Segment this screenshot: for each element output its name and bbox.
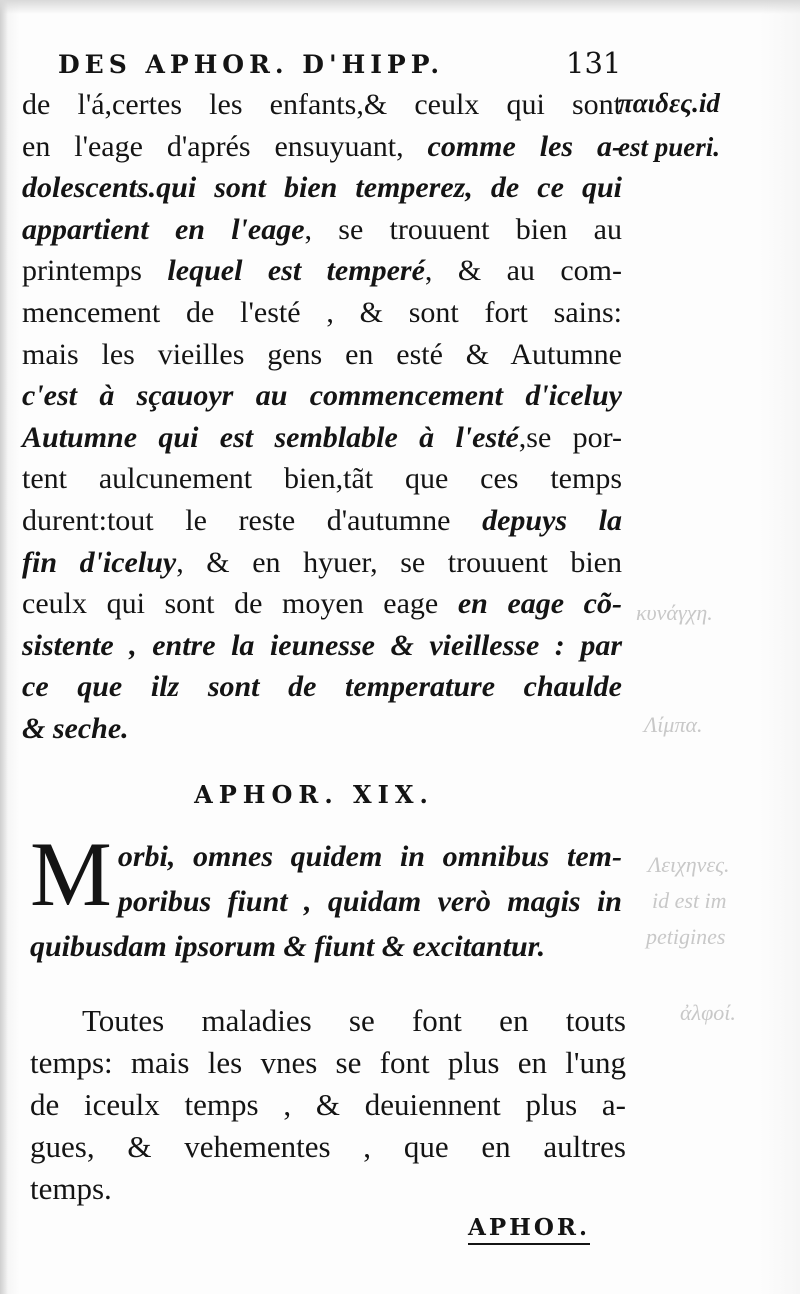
french-line: temps. <box>30 1171 112 1206</box>
italic-gloss: & seche. <box>22 711 129 745</box>
text-line <box>22 126 622 168</box>
text-line <box>22 375 622 417</box>
text-line <box>22 583 622 625</box>
text-line <box>22 334 622 376</box>
text-segment: mais les vieilles gens en esté & Autumne <box>22 337 622 371</box>
italic-gloss: fin d'iceluy <box>22 545 177 579</box>
french-line: temps: mais les vnes se font plus en l'ung <box>30 1045 626 1080</box>
text-segment: mencement de l'esté , & sont fort sains: <box>22 295 622 329</box>
text-line <box>22 625 622 667</box>
text-segment: ceulx qui sont de moyen eage <box>22 587 458 621</box>
text-line <box>22 666 622 708</box>
italic-gloss: lequel est temperé <box>167 254 425 288</box>
text-segment: en l'eage d'aprés ensuyuant, <box>22 129 428 163</box>
text-line <box>22 292 622 334</box>
show-through-text: ἀλφοί. <box>680 1000 736 1025</box>
gutter-shadow <box>0 0 8 1294</box>
french-line: gues, & vehementes , que en aultres <box>30 1129 626 1164</box>
commentary-text <box>22 84 622 750</box>
text-line <box>22 417 622 459</box>
text-line <box>22 708 622 750</box>
margin-note-latin: est pueri. <box>618 132 721 162</box>
latin-line: orbi, omnes quidem in omnibus tem- <box>117 840 622 873</box>
latin-aphorism <box>30 823 622 969</box>
text-segment: tent aulcunement bien,tãt que ces temps <box>22 462 622 496</box>
latin-line: quibusdam ipsorum & fiunt & excitantur. <box>30 930 546 963</box>
show-through-text: id est im <box>652 888 727 913</box>
italic-gloss: ce que ilz sont de temperature chaulde <box>22 670 622 704</box>
text-line <box>22 84 622 126</box>
text-line <box>22 250 622 292</box>
show-through-text: κυνάγχη. <box>636 600 713 625</box>
text-line <box>22 209 622 251</box>
running-head: DES APHOR. D'HIPP. <box>58 50 445 79</box>
text-segment: ,se por- <box>518 420 623 454</box>
aphorism-heading: APHOR. XIX. <box>194 780 434 809</box>
italic-gloss: en eage cõ- <box>457 587 622 621</box>
latin-line: poribus fiunt , quidam verò magis in <box>117 885 622 918</box>
top-edge-shadow <box>0 0 800 14</box>
text-line <box>22 500 622 542</box>
italic-gloss: comme les a- <box>427 129 622 163</box>
show-through-text: Λίμπα. <box>644 712 703 737</box>
text-line <box>22 458 622 500</box>
text-segment: durent:tout le reste d'autumne <box>22 503 483 537</box>
margin-note-greek: παιδες.id <box>618 88 720 118</box>
italic-gloss: sistente , entre la ieunesse & vieillesse : par <box>22 628 622 662</box>
french-line: Toutes maladies se font en touts <box>82 1003 626 1038</box>
french-line: de iceulx temps , & deuiennent plus a- <box>30 1087 626 1122</box>
drop-capital: M <box>30 823 112 925</box>
french-translation <box>30 1000 626 1210</box>
italic-gloss: Autumne qui est semblable à l'esté <box>22 420 519 454</box>
show-through-text: Λειχηνες. <box>648 852 730 877</box>
text-segment: , se trouuent bien au <box>304 212 622 246</box>
text-line <box>22 167 622 209</box>
page-number: 131 <box>566 46 622 80</box>
italic-gloss: depuys la <box>482 503 622 537</box>
italic-gloss: dolescents.qui sont bien temperez, de ce qui <box>22 171 622 205</box>
text-segment: , & en hyuer, se trouuent bien <box>176 545 622 579</box>
show-through-text: petigines <box>646 924 726 949</box>
text-segment: printemps <box>22 254 168 288</box>
italic-gloss: c'est à sçauoyr au commencement d'iceluy <box>22 379 622 413</box>
italic-gloss: appartient en l'eage <box>22 212 305 246</box>
text-segment: , & au com- <box>424 254 622 288</box>
text-line <box>22 542 622 584</box>
catchword: APHOR. <box>468 1214 590 1245</box>
text-segment: de l'á,certes les enfants,& ceulx qui sont <box>22 88 622 121</box>
